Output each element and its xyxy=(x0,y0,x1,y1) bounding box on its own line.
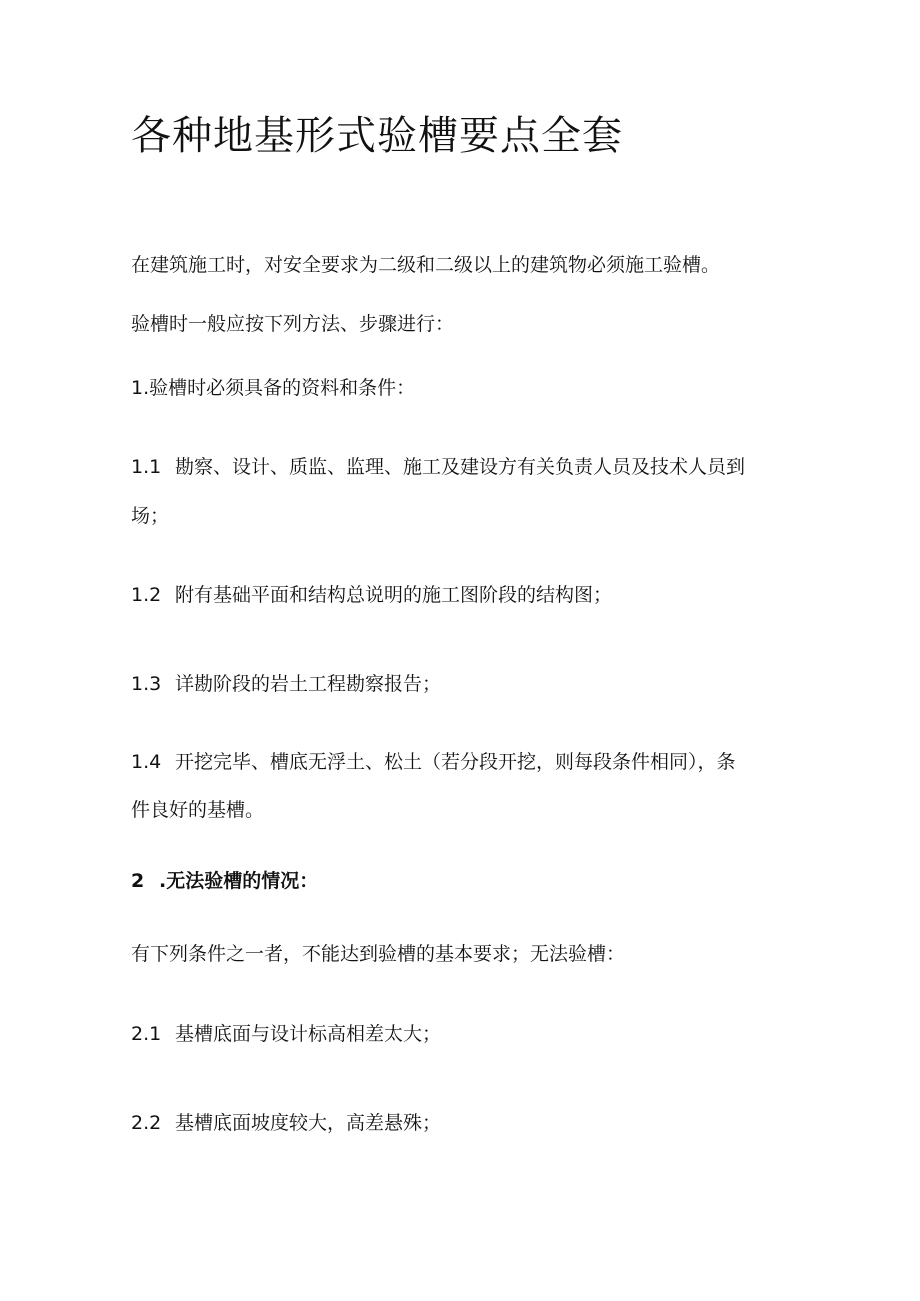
item-2-1 xyxy=(131,1008,441,1060)
section-1-heading: 1.验槽时必须具备的资料和条件： xyxy=(131,377,416,399)
item-1-1-text-line1: 勘察、设计、质监、监理、施工及建设方有关负责人员及技术人员到 xyxy=(175,456,746,478)
item-1-3 xyxy=(131,658,441,710)
item-2-2-number: 2.2 xyxy=(131,1112,162,1134)
item-1-1 xyxy=(131,441,745,493)
item-2-2-text: 基槽底面坡度较大，高差悬殊； xyxy=(175,1112,442,1134)
section-2-intro: 有下列条件之一者，不能达到验槽的基本要求；无法验槽： xyxy=(131,943,626,965)
method-intro-paragraph: 验槽时一般应按下列方法、步骤进行： xyxy=(131,313,455,335)
item-1-2-text: 附有基础平面和结构总说明的施工图阶段的结构图； xyxy=(175,584,613,606)
item-1-3-text: 详勘阶段的岩土工程勘察报告； xyxy=(175,673,442,695)
item-1-4-number: 1.4 xyxy=(131,751,162,773)
item-1-4-continuation: 件良好的基槽。 xyxy=(131,799,265,821)
item-1-4 xyxy=(131,736,736,788)
item-2-1-number: 2.1 xyxy=(131,1023,162,1045)
item-1-1-continuation: 场； xyxy=(131,505,170,527)
section-2-heading-text: .无法验槽的情况： xyxy=(159,870,319,892)
item-1-4-text-line1: 开挖完毕、槽底无浮土、松土（若分段开挖，则每段条件相同），条 xyxy=(175,751,736,773)
section-2-number: 2 xyxy=(131,870,145,892)
item-1-1-number: 1.1 xyxy=(131,456,162,478)
item-1-3-number: 1.3 xyxy=(131,673,162,695)
item-1-2-number: 1.2 xyxy=(131,584,162,606)
document-title: 各种地基形式验槽要点全套 xyxy=(131,113,623,159)
item-1-2 xyxy=(131,569,612,621)
intro-paragraph: 在建筑施工时，对安全要求为二级和二级以上的建筑物必须施工验槽。 xyxy=(131,254,721,276)
item-2-1-text: 基槽底面与设计标高相差太大； xyxy=(175,1023,442,1045)
item-2-2 xyxy=(131,1097,441,1149)
section-2-heading xyxy=(131,855,318,907)
